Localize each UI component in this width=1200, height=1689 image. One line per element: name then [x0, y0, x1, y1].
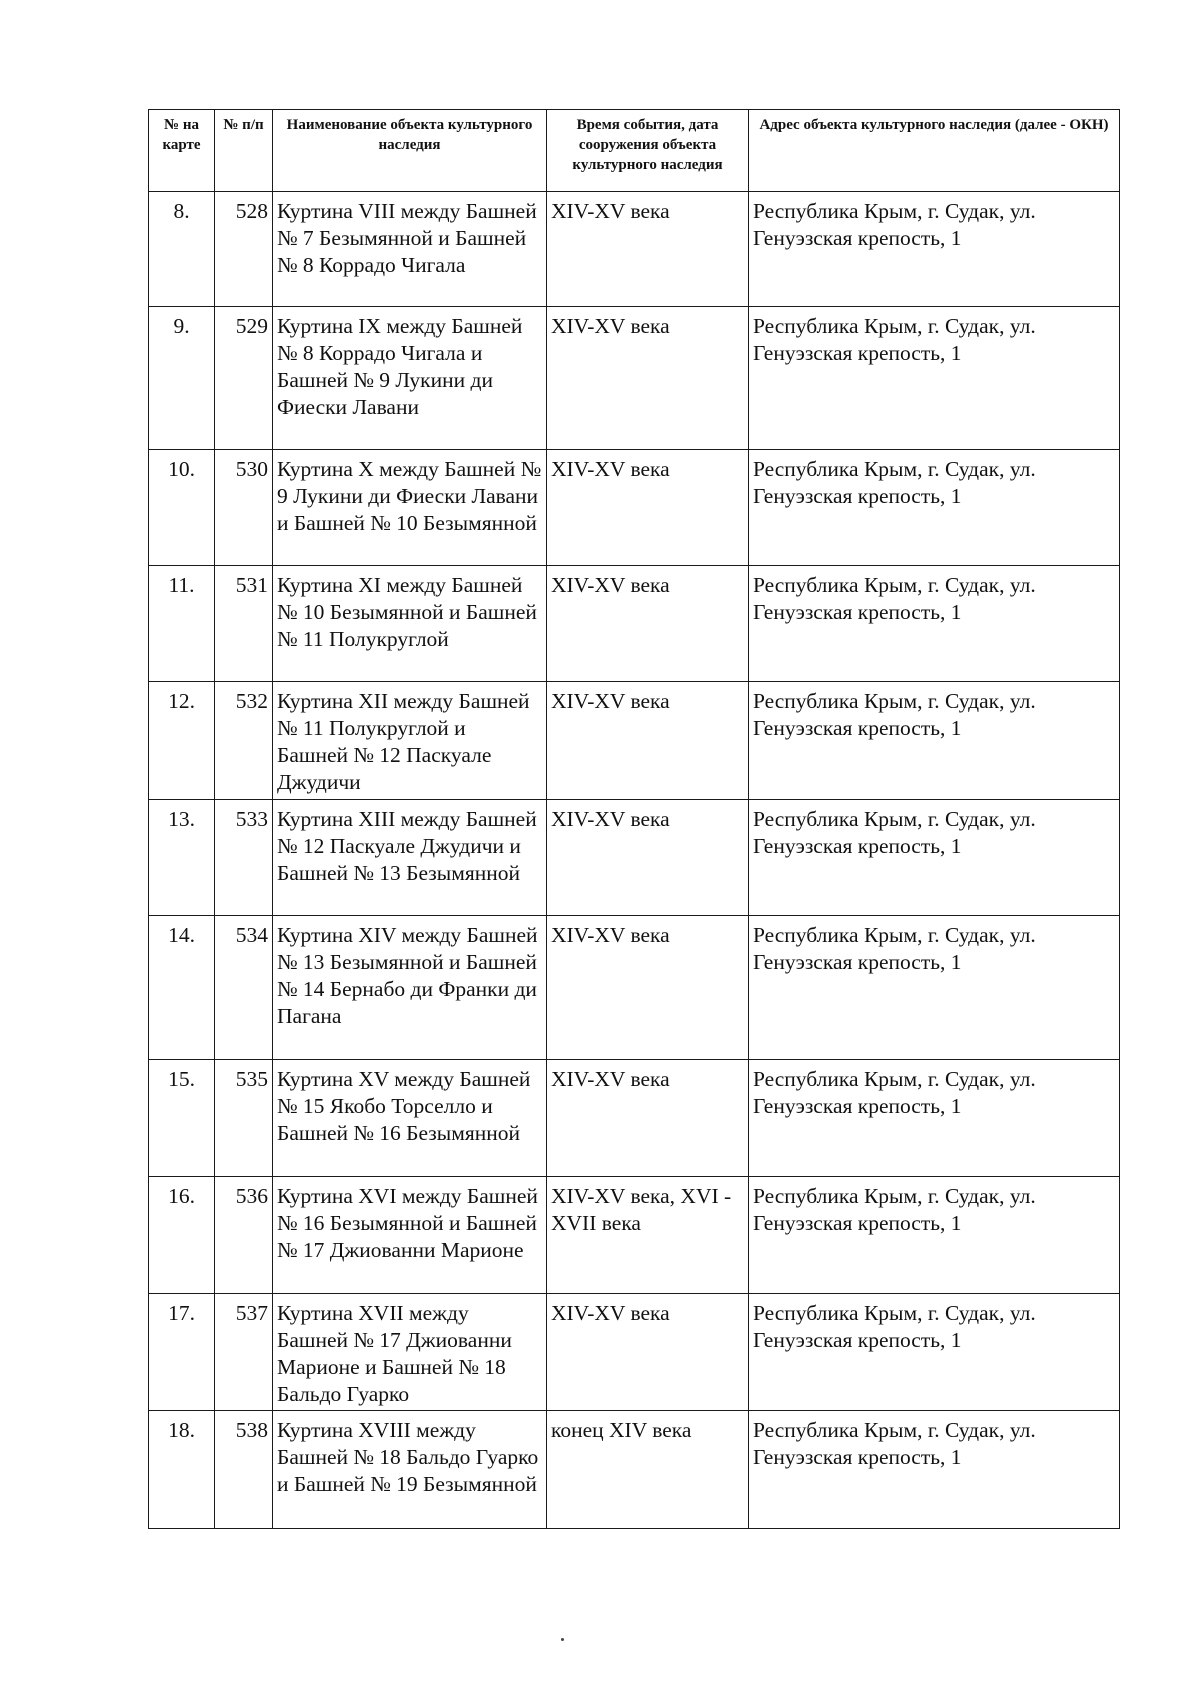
cell-date: XIV-XV века: [547, 1060, 749, 1177]
cell-map-number: 9.: [149, 307, 215, 450]
cell-serial-number: 531: [215, 566, 273, 682]
header-object-name: Наименование объекта культурного наследия: [273, 110, 547, 192]
header-address: Адрес объекта культурного наследия (далее - ОКН): [749, 110, 1120, 192]
cell-address: Республика Крым, г. Судак, ул. Генуэзская крепость, 1: [749, 566, 1120, 682]
header-serial-number: № п/п: [215, 110, 273, 192]
cell-object-name: Куртина XVII между Башней № 17 Джиованни Марионе и Башней № 18 Бальдо Гуарко: [273, 1294, 547, 1411]
cell-serial-number: 537: [215, 1294, 273, 1411]
cell-address: Республика Крым, г. Судак, ул. Генуэзская крепость, 1: [749, 1294, 1120, 1411]
cell-address: Республика Крым, г. Судак, ул. Генуэзская крепость, 1: [749, 192, 1120, 307]
table-row: [149, 682, 1120, 800]
table-row: [149, 800, 1120, 916]
cell-address: Республика Крым, г. Судак, ул. Генуэзская крепость, 1: [749, 1177, 1120, 1294]
cell-object-name: Куртина XII между Башней № 11 Полукруглой и Башней № 12 Паскуале Джудичи: [273, 682, 547, 800]
cell-serial-number: 536: [215, 1177, 273, 1294]
cell-serial-number: 532: [215, 682, 273, 800]
cell-map-number: 13.: [149, 800, 215, 916]
cell-date: XIV-XV века, XVI -XVII века: [547, 1177, 749, 1294]
table-header: [149, 110, 1120, 192]
table-row: [149, 1060, 1120, 1177]
cell-date: XIV-XV века: [547, 800, 749, 916]
header-date: Время события, дата сооружения объекта культурного наследия: [547, 110, 749, 192]
cell-date: конец XIV века: [547, 1411, 749, 1529]
cell-address: Республика Крым, г. Судак, ул. Генуэзская крепость, 1: [749, 682, 1120, 800]
cell-map-number: 8.: [149, 192, 215, 307]
cell-date: XIV-XV века: [547, 450, 749, 566]
cell-address: Республика Крым, г. Судак, ул. Генуэзская крепость, 1: [749, 1411, 1120, 1529]
cell-address: Республика Крым, г. Судак, ул. Генуэзская крепость, 1: [749, 800, 1120, 916]
cell-object-name: Куртина XIII между Башней № 12 Паскуале Джудичи и Башней № 13 Безымянной: [273, 800, 547, 916]
cell-serial-number: 530: [215, 450, 273, 566]
cell-address: Республика Крым, г. Судак, ул. Генуэзская крепость, 1: [749, 307, 1120, 450]
cell-map-number: 12.: [149, 682, 215, 800]
cell-serial-number: 529: [215, 307, 273, 450]
cell-serial-number: 535: [215, 1060, 273, 1177]
table-row: [149, 1294, 1120, 1411]
cell-date: XIV-XV века: [547, 307, 749, 450]
table-body: [149, 192, 1120, 1529]
table-row: [149, 916, 1120, 1060]
table-row: [149, 192, 1120, 307]
cell-map-number: 11.: [149, 566, 215, 682]
cell-serial-number: 534: [215, 916, 273, 1060]
cell-date: XIV-XV века: [547, 916, 749, 1060]
heritage-table: [148, 109, 1120, 1529]
cell-address: Республика Крым, г. Судак, ул. Генуэзская крепость, 1: [749, 450, 1120, 566]
cell-map-number: 16.: [149, 1177, 215, 1294]
table-row: [149, 1177, 1120, 1294]
cell-map-number: 14.: [149, 916, 215, 1060]
cell-object-name: Куртина IX между Башней № 8 Коррадо Чигала и Башней № 9 Лукини ди Фиески Лавани: [273, 307, 547, 450]
cell-map-number: 10.: [149, 450, 215, 566]
table-row: [149, 307, 1120, 450]
cell-object-name: Куртина XVI между Башней № 16 Безымянной и Башней № 17 Джиованни Марионе: [273, 1177, 547, 1294]
table-row: [149, 450, 1120, 566]
header-map-number: № на карте: [149, 110, 215, 192]
cell-object-name: Куртина XI между Башней № 10 Безымянной и Башней № 11 Полукруглой: [273, 566, 547, 682]
cell-date: XIV-XV века: [547, 566, 749, 682]
cell-object-name: Куртина X между Башней № 9 Лукини ди Фиески Лавани и Башней № 10 Безымянной: [273, 450, 547, 566]
cell-serial-number: 528: [215, 192, 273, 307]
cell-date: XIV-XV века: [547, 682, 749, 800]
cell-serial-number: 538: [215, 1411, 273, 1529]
header-row: [149, 110, 1120, 192]
cell-map-number: 17.: [149, 1294, 215, 1411]
cell-object-name: Куртина VIII между Башней № 7 Безымянной и Башней № 8 Коррадо Чигала: [273, 192, 547, 307]
cell-date: XIV-XV века: [547, 192, 749, 307]
cell-map-number: 15.: [149, 1060, 215, 1177]
cell-date: XIV-XV века: [547, 1294, 749, 1411]
table-row: [149, 566, 1120, 682]
table-row: [149, 1411, 1120, 1529]
cell-object-name: Куртина XVIII между Башней № 18 Бальдо Гуарко и Башней № 19 Безымянной: [273, 1411, 547, 1529]
cell-serial-number: 533: [215, 800, 273, 916]
cell-map-number: 18.: [149, 1411, 215, 1529]
cell-address: Республика Крым, г. Судак, ул. Генуэзская крепость, 1: [749, 916, 1120, 1060]
scan-speck: [561, 1638, 564, 1641]
cell-object-name: Куртина XIV между Башней № 13 Безымянной и Башней № 14 Бернабо ди Франки ди Пагана: [273, 916, 547, 1060]
cell-address: Республика Крым, г. Судак, ул. Генуэзская крепость, 1: [749, 1060, 1120, 1177]
cell-object-name: Куртина XV между Башней № 15 Якобо Торселло и Башней № 16 Безымянной: [273, 1060, 547, 1177]
